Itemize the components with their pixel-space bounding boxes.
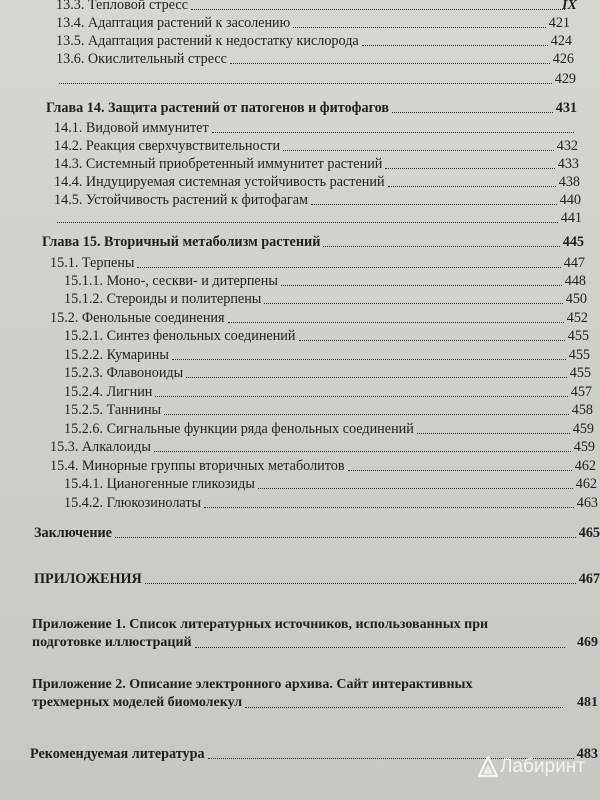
toc-entry: 15.2.6. Сигнальные функции ряда фенольных соединений 459 xyxy=(64,421,594,437)
toc-entry: 13.4. Адаптация растений к засолению 421 xyxy=(56,15,570,31)
appendix-1-line1: Приложение 1. Список литературных источников, использованных при xyxy=(32,617,489,632)
toc-entry: 15.1.2. Стероиды и политерпены 450 xyxy=(64,291,587,307)
toc-entry: 15.2.4. Лигнин 457 xyxy=(64,384,592,400)
appendices-heading: ПРИЛОЖЕНИЯ 467 xyxy=(34,571,600,587)
toc-entry: 15.4.2. Глюкозинолаты 463 xyxy=(64,495,598,511)
toc-entry: 13.5. Адаптация растений к недостатку кислорода 424 xyxy=(56,33,572,49)
toc-entry: 13.6. Окислительный стресс 426 xyxy=(56,51,574,67)
page-number: IX xyxy=(562,0,577,13)
appendix-2-entry xyxy=(32,676,598,712)
watermark-text: Лабиринт xyxy=(500,756,585,777)
appendix-2-line2: трехмерных моделей биомолекул xyxy=(32,695,243,710)
conclusion-entry: Заключение 465 xyxy=(34,525,600,541)
toc-entry: 15.2.5. Таннины 458 xyxy=(64,402,593,418)
chapter-heading: Глава 15. Вторичный метаболизм растений 445 xyxy=(42,234,584,250)
toc-entry: 13.3. Тепловой стресс xyxy=(56,0,568,14)
recommended-literature-entry: Рекомендуемая литература 483 xyxy=(30,746,598,762)
appendix-1-page: 469 xyxy=(577,635,598,650)
appendix-1-line2: подготовке иллюстраций xyxy=(32,635,192,650)
toc-entry: 15.4.1. Цианогенные гликозиды 462 xyxy=(64,476,597,492)
appendix-2-line1: Приложение 2. Описание электронного архива. Сайт интерактивных xyxy=(32,677,473,692)
toc-entry: 15.2.1. Синтез фенольных соединений 455 xyxy=(64,328,589,344)
toc-entry: 14.3. Системный приобретенный иммунитет растений 433 xyxy=(54,156,579,172)
toc-entry: 14.5. Устойчивость растений к фитофагам 440 xyxy=(54,192,581,208)
appendix-2-page: 481 xyxy=(577,695,598,710)
appendix-1-entry xyxy=(32,616,598,652)
chapter-heading: Глава 14. Защита растений от патогенов и фитофагов 431 xyxy=(46,100,577,116)
toc-entry: 15.3. Алкалоиды 459 xyxy=(50,439,595,455)
toc-entry: 15.2.3. Флавоноиды 455 xyxy=(64,365,591,381)
toc-entry: 14.1. Видовой иммунитет xyxy=(54,119,577,137)
toc-entry: 15.1.1. Моно-, сескви- и дитерпены 448 xyxy=(64,273,586,289)
toc-entry: 15.2.2. Кумарины 455 xyxy=(64,347,590,363)
toc-entry: 15.1. Терпены 447 xyxy=(50,255,585,271)
labirint-watermark xyxy=(478,756,585,778)
toc-entry: 14.2. Реакция сверхчувствительности 432 xyxy=(54,138,578,154)
toc-entry: 441 xyxy=(54,209,582,227)
labirint-logo-icon xyxy=(478,756,498,778)
toc-entry: 15.4. Минорные группы вторичных метаболитов 462 xyxy=(50,458,596,474)
toc-entry: 429 xyxy=(56,70,576,88)
toc-entry: 14.4. Индуцируемая системная устойчивость растений 438 xyxy=(54,174,580,190)
toc-entry: 15.2. Фенольные соединения 452 xyxy=(50,310,588,326)
